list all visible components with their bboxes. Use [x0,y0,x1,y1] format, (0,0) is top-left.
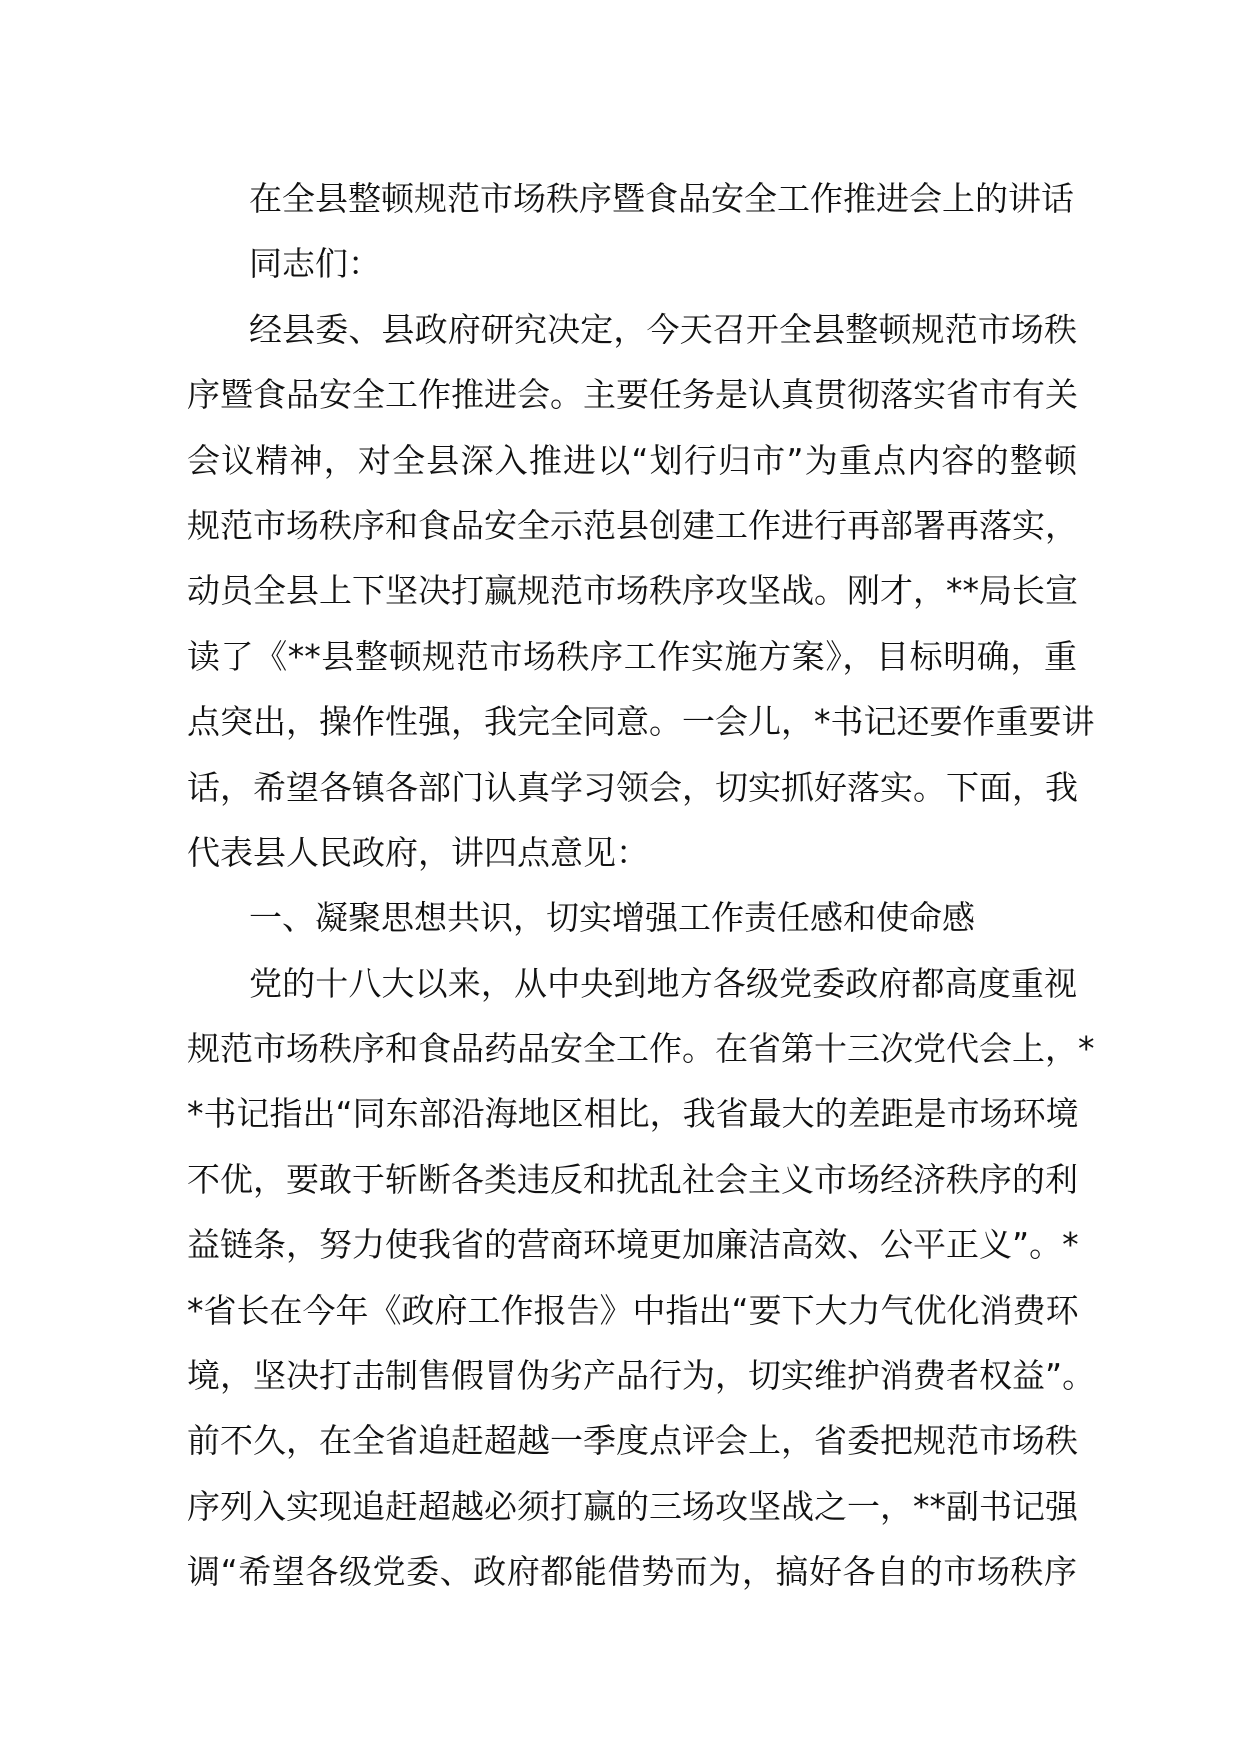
text-line: 前不久，在全省追赶超越一季度点评会上，省委把规范市场秩 [187,1421,1078,1461]
text-line: 不优，要敢于斩断各类违反和扰乱社会主义市场经济秩序的利 [187,1159,1078,1199]
text-line: 序暨食品安全工作推进会。主要任务是认真贯彻落实省市有关 [187,375,1078,415]
text-line: 境，坚决打击制售假冒伪劣产品行为，切实维护消费者权益”。 [187,1356,1096,1396]
text-line: 一、凝聚思想共识，切实增强工作责任感和使命感 [249,898,975,938]
text-line: 规范市场秩序和食品药品安全工作。在省第十三次党代会上，* [187,1029,1095,1069]
salutation: 同志们： [249,244,381,284]
text-line: 点突出，操作性强，我完全同意。一会儿，*书记还要作重要讲 [187,702,1095,742]
text-line: 规范市场秩序和食品安全示范县创建工作进行再部署再落实， [187,505,1078,545]
text-line: 读了《**县整顿规范市场秩序工作实施方案》，目标明确，重 [187,636,1077,676]
text-line: 代表县人民政府，讲四点意见： [187,832,649,872]
speech-text [187,297,1096,1605]
text-line: 动员全县上下坚决打赢规范市场秩序攻坚战。刚才，**局长宣 [187,571,1078,611]
text-line: *省长在今年《政府工作报告》中指出“要下大力气优化消费环 [187,1290,1079,1330]
text-line: 话，希望各镇各部门认真学习领会，切实抓好落实。下面，我 [187,767,1078,807]
text-line: 会议精神，对全县深入推进以“划行归市”为重点内容的整顿 [187,440,1077,480]
text-line: 序列入实现追赶超越必须打赢的三场攻坚战之一，**副书记强 [187,1486,1078,1526]
text-line: 益链条，努力使我省的营商环境更加廉洁高效、公平正义”。* [187,1225,1079,1265]
document-body [187,166,1096,1605]
document-title: 在全县整顿规范市场秩序暨食品安全工作推进会上的讲话 [249,179,1074,218]
text-line: 调“希望各级党委、政府都能借势而为，搞好各自的市场秩序 [187,1552,1077,1592]
text-line: 党的十八大以来，从中央到地方各级党委政府都高度重视 [249,963,1077,1003]
text-line: *书记指出“同东部沿海地区相比，我省最大的差距是市场环境 [187,1094,1079,1134]
text-line: 经县委、县政府研究决定，今天召开全县整顿规范市场秩 [249,309,1077,349]
